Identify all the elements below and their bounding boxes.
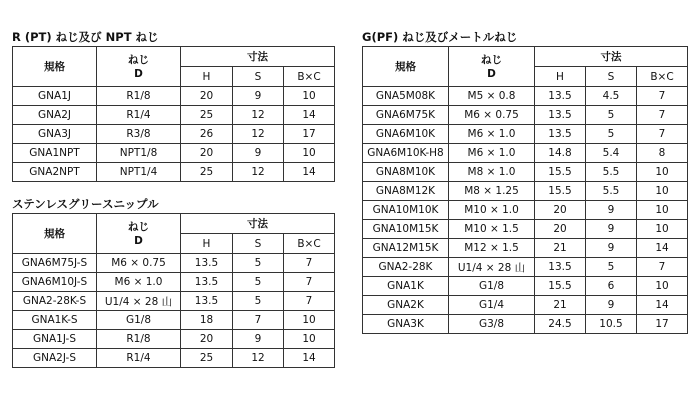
header-dimensions: 寸法	[535, 47, 688, 67]
cell-bc: 10	[637, 220, 688, 239]
cell-thread: R1/4	[97, 349, 181, 368]
cell-thread: R1/4	[97, 106, 181, 125]
table-row	[13, 349, 335, 368]
cell-model: GNA2-28K-S	[13, 292, 97, 311]
cell-h: 20	[535, 201, 586, 220]
table-row	[13, 311, 335, 330]
table-row	[13, 273, 335, 292]
cell-h: 24.5	[535, 315, 586, 334]
cell-model: GNA6M75K	[363, 106, 449, 125]
table-body	[13, 254, 335, 368]
cell-h: 25	[181, 106, 233, 125]
cell-h: 13.5	[535, 87, 586, 106]
cell-thread: NPT1/8	[97, 144, 181, 163]
cell-s: 9	[586, 201, 637, 220]
cell-thread: G1/8	[97, 311, 181, 330]
table-body	[13, 87, 335, 182]
cell-bc: 14	[284, 163, 335, 182]
cell-model: GNA10M15K	[363, 220, 449, 239]
cell-s: 5	[586, 106, 637, 125]
cell-model: GNA3K	[363, 315, 449, 334]
cell-bc: 7	[637, 106, 688, 125]
header-model: 規格	[363, 47, 449, 87]
table-row	[13, 254, 335, 273]
header-thread-label: ねじ	[481, 53, 502, 66]
cell-thread: M8 × 1.25	[449, 182, 535, 201]
cell-s: 5	[233, 273, 284, 292]
cell-bc: 14	[284, 349, 335, 368]
cell-h: 13.5	[535, 258, 586, 277]
table-row	[363, 239, 688, 258]
cell-bc: 10	[284, 330, 335, 349]
cell-thread: M10 × 1.0	[449, 201, 535, 220]
spec-table-r-pt-npt	[12, 46, 335, 182]
table-row	[13, 106, 335, 125]
table-row	[363, 315, 688, 334]
header-thread-label: ねじ	[128, 220, 149, 233]
section-stainless	[12, 195, 335, 368]
table-row	[363, 296, 688, 315]
section-g-pf-metric	[362, 28, 688, 334]
cell-h: 13.5	[535, 106, 586, 125]
cell-s: 5.4	[586, 144, 637, 163]
cell-h: 21	[535, 296, 586, 315]
table-row	[363, 106, 688, 125]
header-thread-symbol: D	[487, 67, 496, 80]
cell-s: 12	[233, 349, 284, 368]
header-bc: B×C	[637, 67, 688, 87]
cell-s: 5	[233, 254, 284, 273]
table-row	[13, 292, 335, 311]
cell-bc: 7	[637, 258, 688, 277]
cell-thread: M6 × 1.0	[449, 125, 535, 144]
cell-model: GNA1K	[363, 277, 449, 296]
cell-bc: 17	[637, 315, 688, 334]
table-body	[363, 87, 688, 334]
cell-thread: R3/8	[97, 125, 181, 144]
cell-model: GNA8M10K	[363, 163, 449, 182]
cell-thread: M5 × 0.8	[449, 87, 535, 106]
cell-h: 15.5	[535, 163, 586, 182]
cell-h: 20	[181, 330, 233, 349]
cell-thread: G3/8	[449, 315, 535, 334]
cell-s: 4.5	[586, 87, 637, 106]
cell-s: 5	[233, 292, 284, 311]
header-thread-symbol: D	[134, 234, 143, 247]
section-title: ステンレスグリースニップル	[12, 197, 159, 211]
cell-s: 9	[233, 87, 284, 106]
cell-h: 20	[181, 144, 233, 163]
cell-h: 18	[181, 311, 233, 330]
header-s: S	[233, 67, 284, 87]
header-bc: B×C	[284, 234, 335, 254]
cell-model: GNA6M10K-H8	[363, 144, 449, 163]
cell-thread: U1/4 × 28 山	[449, 258, 535, 277]
cell-thread: G1/4	[449, 296, 535, 315]
cell-s: 7	[233, 311, 284, 330]
cell-bc: 10	[637, 201, 688, 220]
table-row	[13, 144, 335, 163]
cell-bc: 17	[284, 125, 335, 144]
cell-h: 20	[181, 87, 233, 106]
table-row	[363, 125, 688, 144]
cell-h: 15.5	[535, 182, 586, 201]
table-row	[363, 144, 688, 163]
cell-bc: 10	[637, 277, 688, 296]
cell-model: GNA10M10K	[363, 201, 449, 220]
cell-h: 13.5	[181, 292, 233, 311]
cell-thread: M12 × 1.5	[449, 239, 535, 258]
cell-s: 6	[586, 277, 637, 296]
cell-bc: 7	[284, 273, 335, 292]
cell-bc: 10	[284, 87, 335, 106]
cell-bc: 10	[637, 163, 688, 182]
cell-bc: 14	[637, 239, 688, 258]
cell-s: 5	[586, 125, 637, 144]
cell-h: 13.5	[535, 125, 586, 144]
cell-model: GNA1J-S	[13, 330, 97, 349]
cell-model: GNA2NPT	[13, 163, 97, 182]
cell-s: 5	[586, 258, 637, 277]
cell-thread: M6 × 0.75	[449, 106, 535, 125]
header-s: S	[233, 234, 284, 254]
cell-bc: 7	[284, 254, 335, 273]
section-title: G(PF) ねじ及びメートルねじ	[362, 30, 518, 44]
header-model: 規格	[13, 214, 97, 254]
cell-thread: R1/8	[97, 87, 181, 106]
cell-model: GNA3J	[13, 125, 97, 144]
cell-model: GNA6M10K	[363, 125, 449, 144]
cell-h: 20	[535, 220, 586, 239]
cell-s: 10.5	[586, 315, 637, 334]
cell-model: GNA5M08K	[363, 87, 449, 106]
cell-bc: 8	[637, 144, 688, 163]
table-row	[363, 277, 688, 296]
header-thread-label: ねじ	[128, 53, 149, 66]
cell-bc: 10	[284, 144, 335, 163]
table-row	[363, 201, 688, 220]
cell-h: 13.5	[181, 254, 233, 273]
cell-model: GNA2J	[13, 106, 97, 125]
table-row	[363, 258, 688, 277]
cell-bc: 10	[284, 311, 335, 330]
cell-s: 12	[233, 163, 284, 182]
header-h: H	[181, 234, 233, 254]
section-title: R (PT) ねじ及び NPT ねじ	[12, 30, 159, 44]
cell-s: 9	[586, 220, 637, 239]
cell-model: GNA6M75J-S	[13, 254, 97, 273]
cell-s: 9	[233, 330, 284, 349]
cell-model: GNA1J	[13, 87, 97, 106]
cell-model: GNA1NPT	[13, 144, 97, 163]
cell-bc: 10	[637, 182, 688, 201]
header-dimensions: 寸法	[181, 47, 335, 67]
cell-thread: M6 × 1.0	[97, 273, 181, 292]
header-model: 規格	[13, 47, 97, 87]
cell-bc: 7	[637, 87, 688, 106]
table-row	[363, 182, 688, 201]
cell-bc: 7	[284, 292, 335, 311]
cell-s: 12	[233, 106, 284, 125]
cell-model: GNA6M10J-S	[13, 273, 97, 292]
cell-h: 25	[181, 349, 233, 368]
header-h: H	[535, 67, 586, 87]
header-h: H	[181, 67, 233, 87]
cell-h: 14.8	[535, 144, 586, 163]
cell-thread: G1/8	[449, 277, 535, 296]
cell-s: 9	[233, 144, 284, 163]
cell-bc: 7	[637, 125, 688, 144]
table-row	[13, 330, 335, 349]
cell-bc: 14	[637, 296, 688, 315]
cell-model: GNA2-28K	[363, 258, 449, 277]
cell-h: 21	[535, 239, 586, 258]
cell-thread: M8 × 1.0	[449, 163, 535, 182]
cell-model: GNA1K-S	[13, 311, 97, 330]
table-row	[13, 125, 335, 144]
cell-thread: NPT1/4	[97, 163, 181, 182]
cell-thread: M6 × 0.75	[97, 254, 181, 273]
cell-model: GNA12M15K	[363, 239, 449, 258]
header-dimensions: 寸法	[181, 214, 335, 234]
header-thread	[97, 47, 181, 87]
cell-model: GNA2K	[363, 296, 449, 315]
table-row	[363, 87, 688, 106]
cell-thread: M10 × 1.5	[449, 220, 535, 239]
cell-bc: 14	[284, 106, 335, 125]
cell-model: GNA2J-S	[13, 349, 97, 368]
section-r-pt-npt	[12, 28, 335, 182]
cell-s: 5.5	[586, 182, 637, 201]
cell-s: 5.5	[586, 163, 637, 182]
table-row	[363, 163, 688, 182]
cell-s: 9	[586, 239, 637, 258]
header-thread-symbol: D	[134, 67, 143, 80]
cell-thread: M6 × 1.0	[449, 144, 535, 163]
header-thread	[97, 214, 181, 254]
cell-h: 13.5	[181, 273, 233, 292]
cell-thread: U1/4 × 28 山	[97, 292, 181, 311]
spec-table-g-pf-metric	[362, 46, 688, 334]
cell-h: 15.5	[535, 277, 586, 296]
header-s: S	[586, 67, 637, 87]
cell-s: 9	[586, 296, 637, 315]
table-row	[13, 163, 335, 182]
spec-table-stainless	[12, 213, 335, 368]
cell-h: 26	[181, 125, 233, 144]
cell-s: 12	[233, 125, 284, 144]
cell-h: 25	[181, 163, 233, 182]
cell-model: GNA8M12K	[363, 182, 449, 201]
cell-thread: R1/8	[97, 330, 181, 349]
header-thread	[449, 47, 535, 87]
table-row	[363, 220, 688, 239]
header-bc: B×C	[284, 67, 335, 87]
table-row	[13, 87, 335, 106]
